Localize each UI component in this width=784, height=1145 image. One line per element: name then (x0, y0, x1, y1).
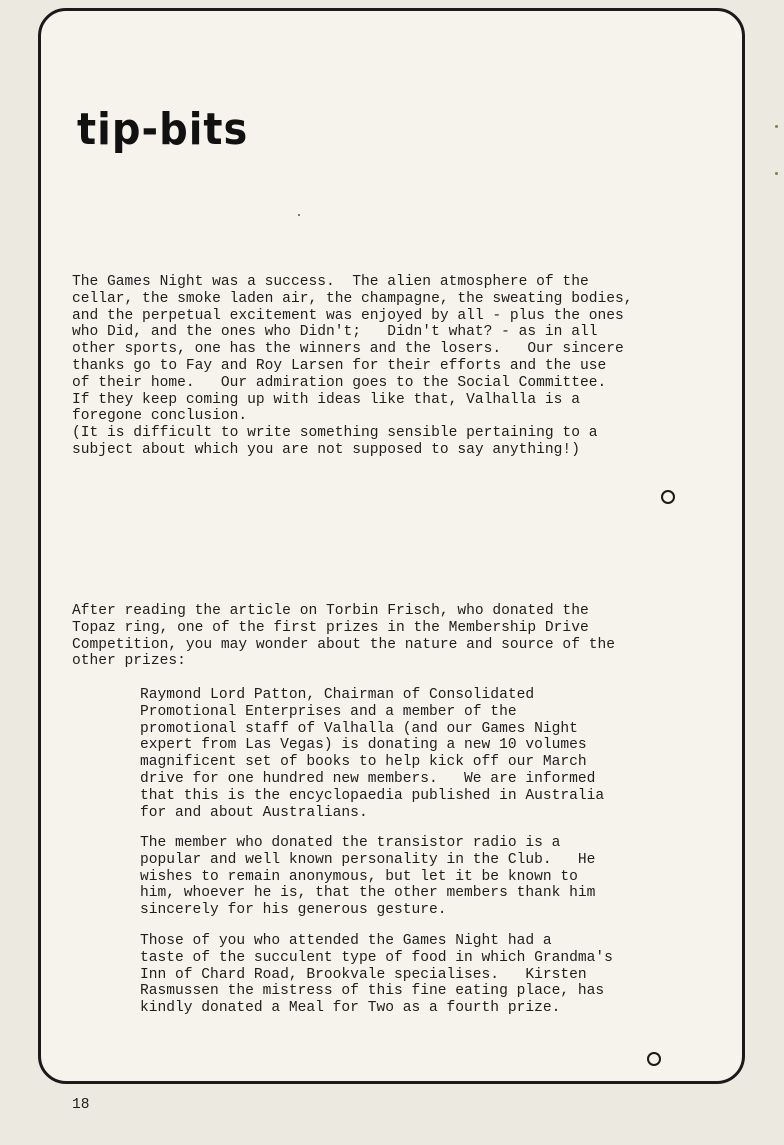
games-night-paragraph: The Games Night was a success. The alien atmosphere of the cellar, the smoke laden air, the champagne, the sweating bodies, and the perpetual excitement was enjoyed by all - plus the ones who Did, and the ones who Didn't; Didn't what? - as in all other sports, one has the winners and the losers. Our sincere thanks go to Fay and Roy Larsen for their efforts and the use of their home. Our admiration goes to the Social Committee. If they keep coming up with ideas like that, Valhalla is a foregone conclusion. (It is difficult to write something sensible pertaining to a subject about which you are not supposed to say anything!) (72, 274, 633, 458)
binder-hole-icon (647, 1052, 661, 1066)
page-number: 18 (72, 1097, 90, 1113)
edge-mark (775, 125, 778, 128)
content-frame (38, 8, 745, 1084)
prizes-intro-paragraph: After reading the article on Torbin Frisch, who donated the Topaz ring, one of the first prizes in the Membership Drive Competition, you may wonder about the nature and source of the other prizes: (72, 603, 615, 670)
speck (298, 214, 300, 216)
edge-mark (775, 172, 778, 175)
binder-hole-icon (661, 490, 675, 504)
prize-radio-paragraph: The member who donated the transistor radio is a popular and well known personality in the Club. He wishes to remain anonymous, but let it be known to him, whoever he is, that the other members thank him sincerely for his generous gesture. (140, 835, 596, 919)
prize-books-paragraph: Raymond Lord Patton, Chairman of Consolidated Promotional Enterprises and a member of the promotional staff of Valhalla (and our Games Night expert from Las Vegas) is donating a new 10 volumes magnificent set of books to help kick off our March drive for one hundred new members. We are informed that this is the encyclopaedia published in Australia for and about Australians. (140, 687, 605, 821)
prize-meal-paragraph: Those of you who attended the Games Night had a taste of the succulent type of food in which Grandma's Inn of Chard Road, Brookvale specialises. Kirsten Rasmussen the mistress of this fine eating place, has kindly donated a Meal for Two as a fourth prize. (140, 933, 613, 1017)
page-title: tip-bits (77, 105, 249, 155)
